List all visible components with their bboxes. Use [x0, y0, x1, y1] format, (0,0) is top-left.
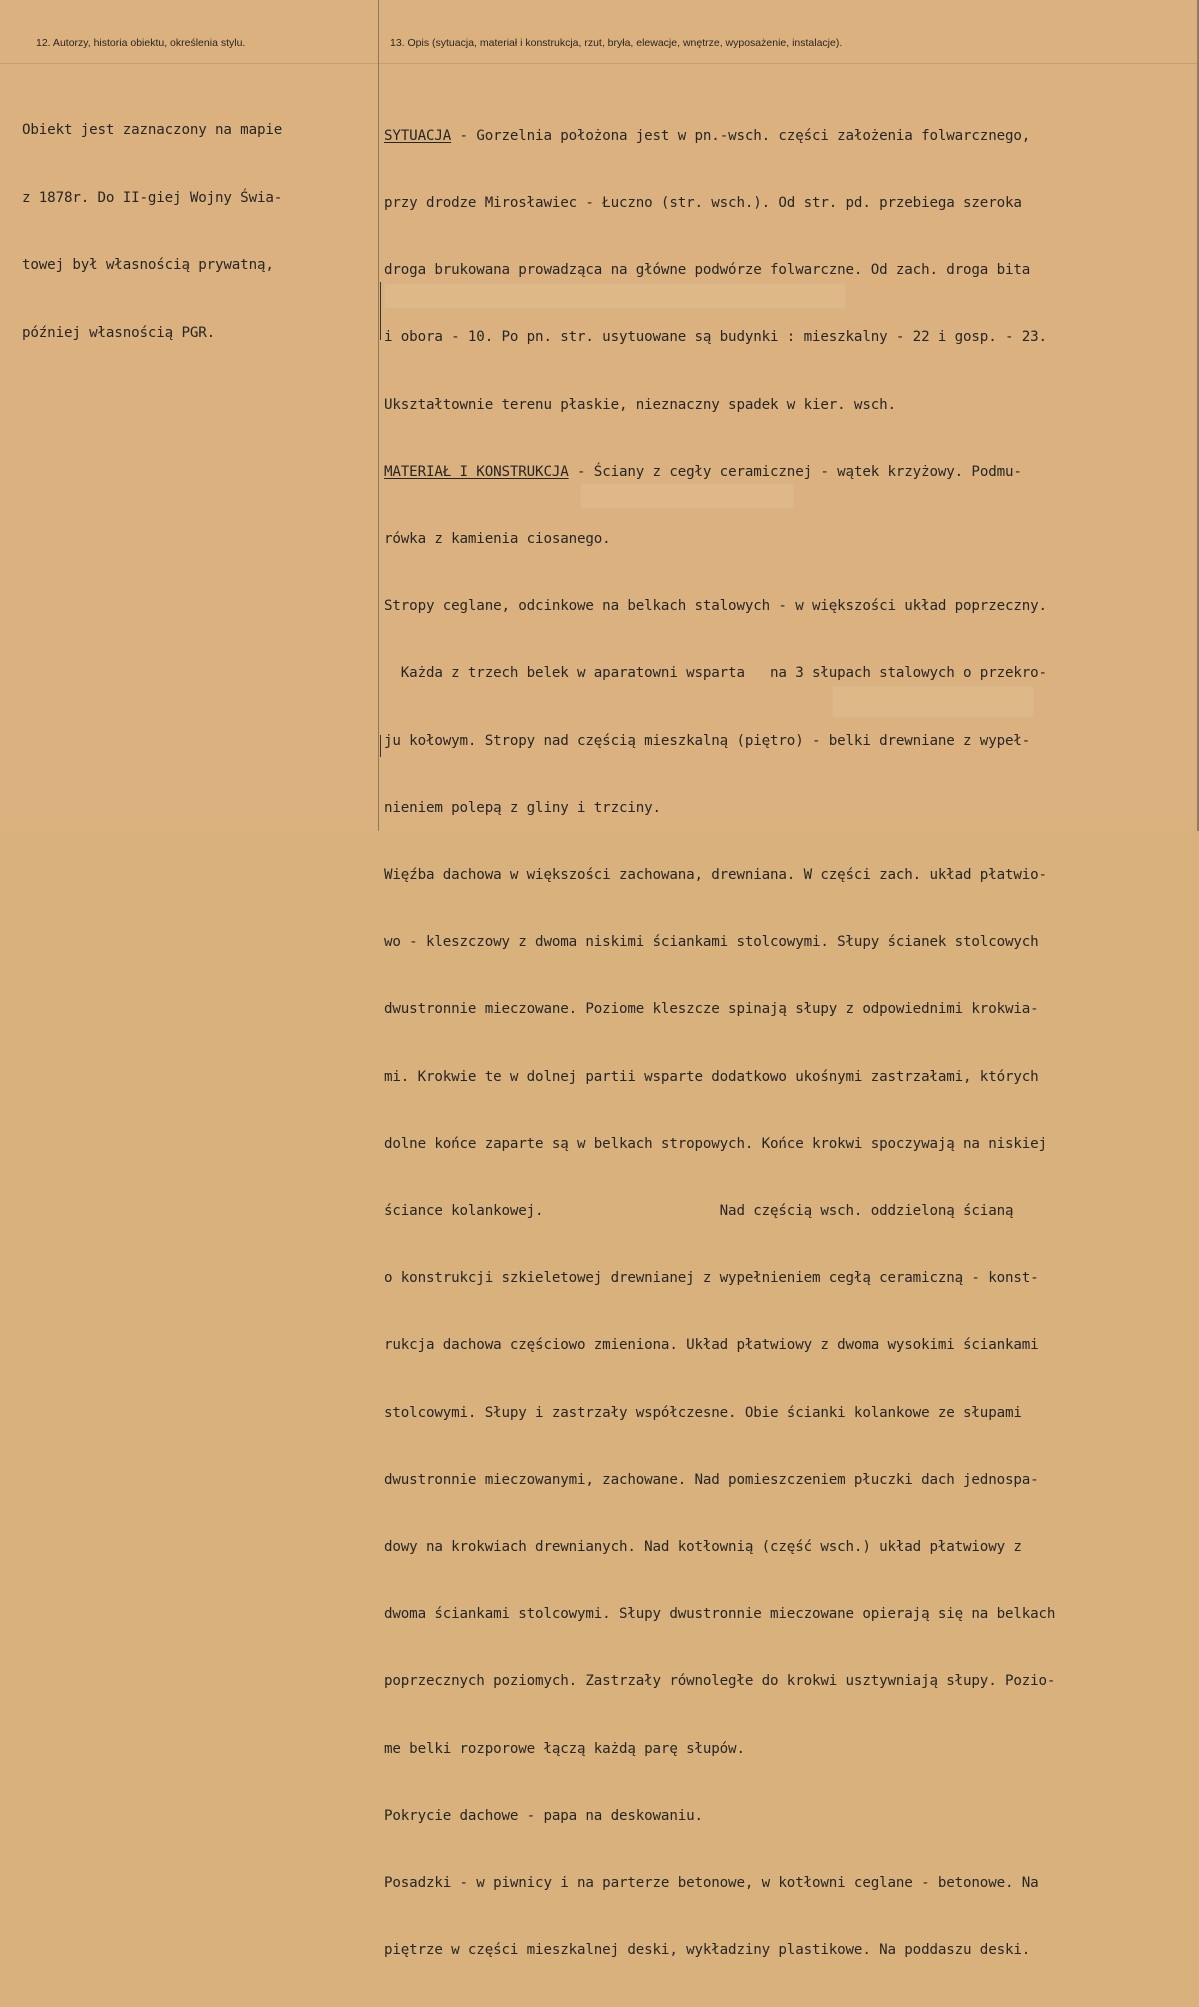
situation-label: SYTUACJA — [384, 127, 452, 144]
body-line: piętrze w części mieszkalnej deski, wykładziny plastikowe. Na poddaszu deski. — [384, 1942, 1031, 1959]
body-line: mi. Krokwie te w dolnej partii wsparte dodatkowo ukośnymi zastrzałami, których — [384, 1068, 1039, 1085]
body-line: stolcowymi. Słupy i zastrzały współczesne. Obie ścianki kolankowe ze słupami — [384, 1404, 1022, 1421]
body-line: o konstrukcji szkieletowej drewnianej z wypełnieniem cegłą ceramiczną - konst- — [384, 1270, 1039, 1287]
body-line: rukcja dachowa częściowo zmieniona. Układ płatwiowy z dwoma wysokimi ściankami — [384, 1337, 1039, 1354]
header-right: 13. Opis (sytuacja, materiał i konstrukcja, rzut, bryła, elewacje, wnętrze, wyposażenie, instalacje). — [390, 37, 843, 49]
header-rule — [0, 63, 1199, 64]
body-line: droga brukowana prowadząca na główne podwórze folwarczne. Od zach. droga bita — [384, 262, 1031, 279]
body-line: Posadzki - w piwnicy i na parterze betonowe, w kotłowni ceglane - betonowe. Na — [384, 1875, 1039, 1892]
left-line: towej był własnością prywatną, — [22, 257, 274, 273]
body-line: dolne końce zaparte są w belkach stropowych. Końce krokwi spoczywają na niskiej — [384, 1135, 1047, 1152]
body-line: i obora - 10. Po pn. str. usytuowane są budynki : mieszkalny - 22 i gosp. - 23. — [384, 329, 1047, 346]
right-column-text — [384, 80, 1055, 2007]
body-line: me belki rozporowe łączą każdą parę słupów. — [384, 1740, 745, 1757]
body-line: rówka z kamienia ciosanego. — [384, 531, 611, 548]
column-divider — [378, 0, 379, 831]
material-label: MATERIAŁ I KONSTRUKCJA — [384, 463, 569, 480]
left-line: Obiekt jest zaznaczony na mapie — [22, 122, 283, 138]
body-line: Więźba dachowa w większości zachowana, drewniana. W części zach. układ płatwio- — [384, 867, 1047, 884]
body-line: ściance kolankowej. Nad częścią wsch. oddzieloną ścianą — [384, 1203, 1014, 1220]
left-line: później własnością PGR. — [22, 324, 216, 341]
body-line: Każda z trzech belek w aparatowni wsparta na 3 słupach stalowych o przekro- — [384, 665, 1047, 682]
body-line: przy drodze Mirosławiec - Łuczno (str. wsch.). Od str. pd. przebiega szeroka — [384, 195, 1022, 212]
body-line: nieniem polepą z gliny i trzciny. — [384, 799, 661, 816]
body-line: Ukształtownie terenu płaskie, nieznaczny spadek w kier. wsch. — [384, 396, 896, 413]
material-text: - Ściany z cegły ceramicznej - wątek krzyżowy. Podmu- — [568, 463, 1022, 480]
body-line: dwustronnie mieczowane. Poziome kleszcze spinają słupy z odpowiednimi krokwia- — [384, 1001, 1039, 1018]
left-line: z 1878r. Do II-giej Wojny Świa- — [22, 189, 283, 206]
margin-mark — [380, 735, 381, 757]
body-line: poprzecznych poziomych. Zastrzały równoległe do krokwi usztywniają słupy. Pozio- — [384, 1673, 1056, 1690]
situation-text: - Gorzelnia położona jest w pn.-wsch. części założenia folwarcznego, — [451, 127, 1031, 144]
margin-mark — [380, 282, 381, 340]
body-line: Pokrycie dachowe - papa na deskowaniu. — [384, 1807, 703, 1824]
situation-line — [384, 125, 1055, 147]
left-column-text — [22, 74, 282, 389]
body-line: dwustronnie mieczowanymi, zachowane. Nad pomieszczeniem płuczki dach jednospa- — [384, 1471, 1039, 1488]
body-line: wo - kleszczowy z dwoma niskimi ściankami stolcowymi. Słupy ścianek stolcowych — [384, 934, 1039, 951]
body-line: dowy na krokwiach drewnianych. Nad kotłownią (część wsch.) układ płatwiowy z — [384, 1539, 1022, 1556]
body-line: ju kołowym. Stropy nad częścią mieszkalną (piętro) - belki drewniane z wypeł- — [384, 732, 1031, 749]
body-line: dwoma ściankami stolcowymi. Słupy dwustronnie mieczowane opierają się na belkach — [384, 1606, 1056, 1623]
material-line — [384, 461, 1055, 483]
header-left: 12. Autorzy, historia obiektu, określenia stylu. — [36, 37, 246, 49]
body-line: Stropy ceglane, odcinkowe na belkach stalowych - w większości układ poprzeczny. — [384, 598, 1047, 615]
